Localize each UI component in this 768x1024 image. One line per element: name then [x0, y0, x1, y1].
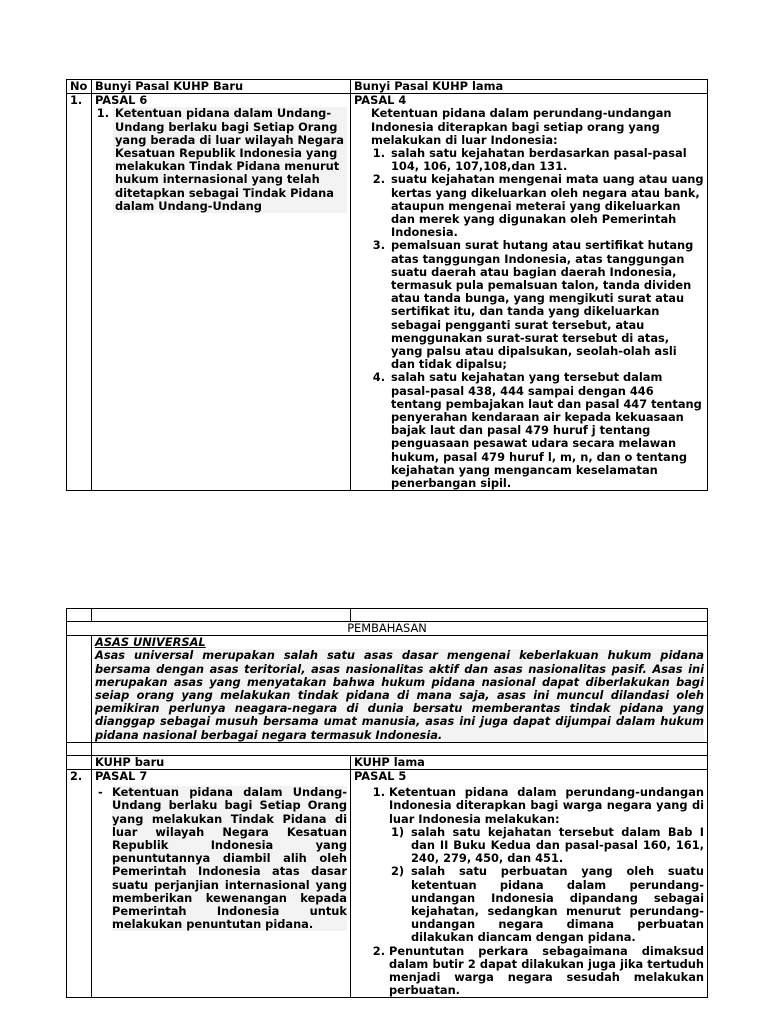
pasal-title: PASAL 7 [95, 769, 148, 784]
row-number: 2. [67, 770, 92, 998]
sub-list [389, 826, 704, 945]
lama-list [354, 147, 704, 490]
list-item: 3. pemalsuan surat hutang atau sertifikat hutang atas tanggungan Indonesia, atas tanggungan suatu daerah atau bagian daerah Indonesia, termasuk pula pemalsuan talon, tanda dividen atau tanda bunga, yang mengikuti surat atau sertifikat itu, dan tanda yang dikeluarkan sebagai pengganti surat tersebut, atau menggunakan surat-surat tersebut di atas, yang palsu atau dipalsukan, seolah-olah asli dan tidak dipalsu; [389, 239, 704, 371]
sub-list-item [391, 824, 704, 866]
pasal-title: PASAL 5 [354, 769, 407, 784]
empty-cell [67, 636, 92, 743]
list-item: - Ketentuan pidana dalam Undang-Undang berlaku bagi Setiap Orang yang melakukan Tindak Pidana di luar wilayah Negara Kesatuan Republik Indonesia yang penuntutannya diambil alih oleh Pemerintah Indonesia atas dasar suatu perjanjian internasional yang memberikan kewenangan kepada Pemerintah Indonesia untuk melakukan penuntutan pidana. [112, 786, 347, 931]
kuhp-baru-cell [92, 94, 351, 491]
kuhp-baru-cell [92, 770, 351, 998]
list-item: 2. Penuntutan perkara sebagaimana dimaksud dalam butir 2 dapat dilakukan juga jika tertuduh menjadi warga negara sesudah melakukan perbuatan. [389, 945, 704, 998]
row-number: 1. [67, 94, 92, 491]
header-kuhp-baru: Bunyi Pasal KUHP Baru [92, 80, 351, 94]
comparison-table-1 [66, 79, 708, 491]
header-kuhp-baru: KUHP baru [92, 755, 351, 769]
table-header-row [67, 755, 708, 769]
pasal-title: PASAL 6 [95, 93, 148, 108]
kuhp-lama-cell [351, 94, 708, 491]
pembahasan-row [67, 622, 708, 636]
empty-cell [92, 609, 351, 622]
header-kuhp-lama: Bunyi Pasal KUHP lama [351, 80, 708, 94]
empty-header-row [67, 609, 708, 622]
spacer-row [67, 742, 708, 755]
table-row [67, 94, 708, 491]
baru-list [95, 107, 347, 213]
table-row [67, 770, 708, 998]
pasal-title: PASAL 4 [354, 93, 407, 108]
header-kuhp-lama: KUHP lama [351, 755, 708, 769]
pasal-intro: Ketentuan pidana dalam perundang-undangan Indonesia diterapkan bagi setiap orang yang melakukan di luar Indonesia: [371, 106, 672, 147]
asas-text: Asas universal merupakan salah satu asas dasar mengenai keberlakuan hukum pidana bersama dengan asas teritorial, asas nasionalitas aktif dan asas nasionalitas pasif. Asas ini merupakan asas yang menyatakan bahwa hukum pidana nasional dapat diberlakukan bagi seiap orang yang melakukan tindak pidana di mana saja, asas ini muncul dilandasi oleh pemikiran perlunya neagara-negara di dunia bersatu memberantas tindak pidana yang dianggap sebagai musuh bersama umat manusia, asas ini juga dapat dijumpai dalam hukum pidana nasional berbagai negara termasuk Indonesia. [95, 648, 704, 742]
list-item-text: Ketentuan pidana dalam perundang-undangan Indonesia diterapkan bagi warga negara yang di luar Indonesia melakukan: [389, 785, 704, 826]
asas-row [67, 636, 708, 743]
sub-list-item [391, 864, 704, 945]
empty-cell [67, 609, 92, 622]
baru-list [95, 786, 347, 931]
asas-universal-cell [92, 636, 708, 743]
empty-cell [351, 609, 708, 622]
empty-cell [67, 742, 92, 755]
table-header-row [67, 80, 708, 94]
header-no: No [67, 80, 92, 94]
list-item: 2. suatu kejahatan mengenai mata uang atau uang kertas yang dikeluarkan oleh negara atau bank, ataupun mengenai meterai yang dikeluarkan dan merek yang digunakan oleh Pemerintah Indonesia. [389, 173, 704, 239]
empty-cell [67, 755, 92, 769]
empty-cell [92, 742, 708, 755]
list-item: 1. Ketentuan pidana dalam Undang-Undang berlaku bagi Setiap Orang yang berada di luar wilayah Negara Kesatuan Republik Indonesia yang melakukan Tindak Pidana menurut hukum internasional yang telah ditetapkan sebagai Tindak Pidana dalam Undang-Undang [113, 107, 347, 213]
sub-list-number: 2) [391, 864, 405, 879]
sub-list-text: salah satu kejahatan tersebut dalam Bab I dan II Buku Kedua dan pasal-pasal 160, 161, 240, 279, 450, dan 451. [411, 824, 704, 866]
list-item [389, 786, 704, 944]
kuhp-lama-cell [351, 770, 708, 998]
list-item: 4. salah satu kejahatan yang tersebut dalam pasal-pasal 438, 444 sampai dengan 446 tentang pembajakan laut dan pasal 447 tentang penyerahan kendaraan air kepada kekuasaan bajak laut dan pasal 479 huruf j tentang penguasaan pesawat udara secara melawan hukum, pasal 479 huruf l, m, n, dan o tentang kejahatan yang mengancam keselamatan penerbangan sipil. [389, 371, 704, 490]
asas-title: ASAS UNIVERSAL [95, 635, 206, 650]
lama-list [354, 786, 704, 997]
list-item: 1. salah satu kejahatan berdasarkan pasal-pasal 104, 106, 107,108,dan 131. [389, 147, 704, 173]
sub-list-text: salah satu perbuatan yang oleh suatu ketentuan pidana dalam perundang-undangan Indonesia dipandang sebagai kejahatan, sedangkan menurut perundang-undangan negara dimana perbuatan dilakukan diancam dengan pidana. [411, 864, 704, 945]
pembahasan-heading: PEMBAHASAN [67, 622, 708, 636]
sub-list-number: 1) [391, 824, 405, 839]
comparison-table-2 [66, 608, 708, 998]
